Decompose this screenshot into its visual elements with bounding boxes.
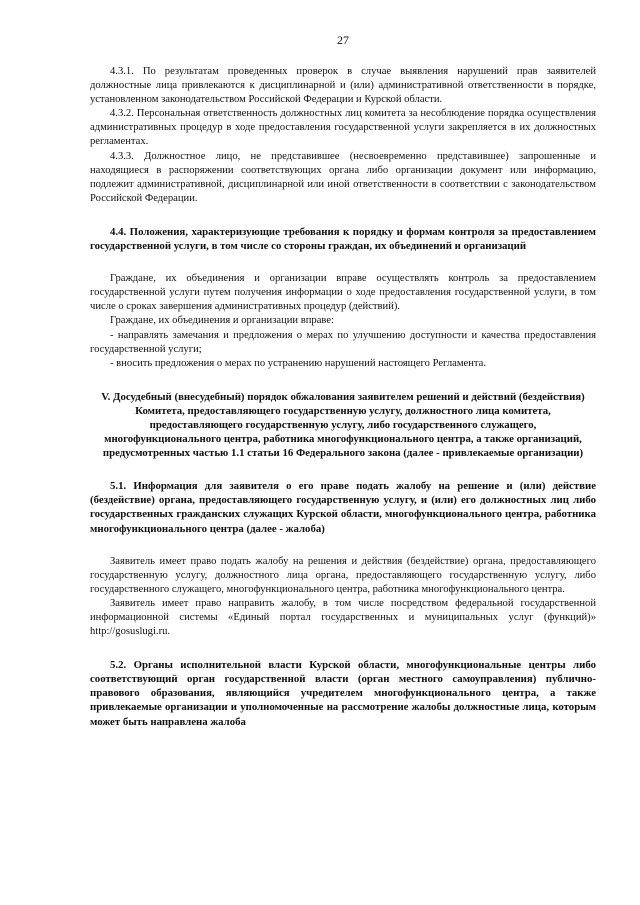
paragraph-complaint-portal: Заявитель имеет право направить жалобу, в том числе посредством федеральной государственной информационной системы «Единый портал государственных и муниципальных услуг (функций)» http://gosuslugi.ru.: [90, 597, 596, 638]
spacer: [90, 639, 596, 658]
spacer: [90, 371, 596, 390]
spacer: [90, 460, 596, 479]
paragraph-4-3-3: 4.3.3. Должностное лицо, не представившее (несвоевременно представившее) запрошенные и находящиеся в распоряжении соответствующих органа либо организации документ или информацию, подлежит административной, дисциплинарной или иной ответственности в соответствии с законодательством Российской Федерации.: [90, 150, 596, 204]
spacer: [90, 206, 596, 225]
document-page: [90, 33, 596, 729]
heading-5-1: 5.1. Информация для заявителя о его праве подать жалобу на решение и (или) действие (бездействие) органа, предоставляющего государственную услугу, и (или) его должностных лиц либо государственных гражданских служащих Курской области, многофункционального центра, работника многофункционального центра (далее - жалоба): [90, 480, 596, 535]
paragraph-citizens-rights: Граждане, их объединения и организации вправе:: [110, 315, 334, 327]
list-item-proposals: - вносить предложения о мерах по устранению нарушений настоящего Регламента.: [110, 357, 486, 369]
paragraph-4-3-2: 4.3.2. Персональная ответственность должностных лиц комитета за несоблюдение порядка осуществления административных процедур в ходе предоставления государственной услуги закрепляется в их должностных регламентах.: [90, 108, 596, 148]
heading-5-2: 5.2. Органы исполнительной власти Курской области, многофункциональные центры либо соответствующий орган государственной власти (орган местного самоуправления) публично-правового образования, являющийся учредителем многофункционального центра, а также привлекаемые организации и уполномоченные на рассмотрение жалобы должностные лица, которым может быть направлена жалоба: [90, 659, 596, 728]
heading-4-4: 4.4. Положения, характеризующие требования к порядку и формам контроля за предоставлением государственной услуги, в том числе со стороны граждан, их объединений и организаций: [90, 225, 596, 253]
paragraph-4-3-1: 4.3.1. По результатам проведенных проверок в случае выявления нарушений прав заявителей должностные лица привлекаются к дисциплинарной и (или) административной ответственности в порядке, установленном законодательством Российской Федерации и Курской области.: [90, 66, 596, 106]
spacer: [90, 253, 596, 272]
paragraph-complaint-right: Заявитель имеет право подать жалобу на решения и действия (бездействие) органа, предоставляющего государственную услугу, должностного лица органа, предоставляющего государственную услугу, либо государственного служащего, многофункционального центра, работника многофункционального центра.: [90, 555, 596, 595]
spacer: [90, 536, 596, 555]
heading-section-v: V. Досудебный (внесудебный) порядок обжалования заявителем решений и действий (бездействия) Комитета, предоставляющего государственную услугу, должностного лица комитета, предоставляющего государственную услугу, либо государственного служащего, многофункционального центра, работника многофункционального центра, а также организаций, предусмотренных частью 1.1 статьи 16 Федерального закона (далее - привлекаемые организации): [101, 390, 585, 460]
paragraph-citizens-control: Граждане, их объединения и организации вправе осуществлять контроль за предоставлением государственной услуги путем получения информации о ходе предоставления государственной услуги, в том числе о сроках завершения административных процедур (действий).: [90, 273, 596, 313]
page-number: 27: [337, 33, 349, 47]
list-item-remarks: - направлять замечания и предложения о мерах по улучшению доступности и качества предоставления государственной услуги;: [90, 329, 596, 355]
